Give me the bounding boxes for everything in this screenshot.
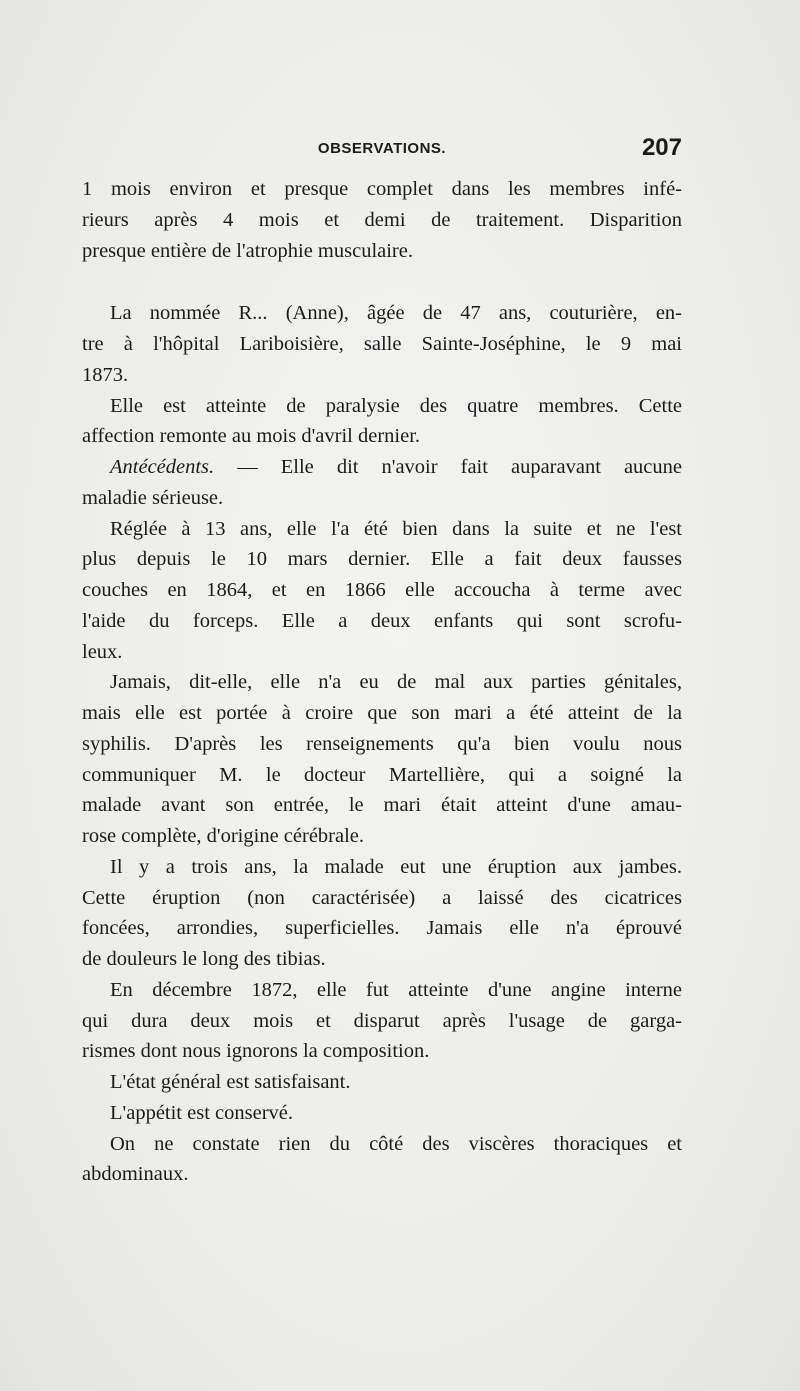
section-heading-antecedents: Antécédents. (110, 456, 215, 478)
text-line: plus depuis le 10 mars dernier. Elle a fait deux fausses (82, 548, 682, 571)
paragraph-gap (82, 266, 682, 298)
running-head (82, 134, 682, 168)
text-line: Jamais, dit-elle, elle n'a eu de mal aux parties génitales, (110, 671, 682, 694)
text-line: affection remonte au mois d'avril dernier. (82, 425, 421, 448)
text-line: rismes dont nous ignorons la composition. (82, 1040, 430, 1063)
text-line: foncées, arrondies, superficielles. Jamais elle n'a éprouvé (82, 917, 682, 940)
text-line: rieurs après 4 mois et demi de traitement. Disparition (82, 208, 682, 231)
text-line: La nommée R... (Anne), âgée de 47 ans, couturière, en- (110, 302, 682, 325)
text-line: L'appétit est conservé. (110, 1101, 293, 1124)
text-line: leux. (82, 640, 123, 663)
text-line (82, 452, 682, 483)
text-line: tre à l'hôpital Lariboisière, salle Sainte-Joséphine, le 9 mai (82, 333, 682, 355)
text-line: Réglée à 13 ans, elle l'a été bien dans la suite et ne l'est (110, 517, 682, 540)
text-line: qui dura deux mois et disparut après l'usage de garga- (82, 1009, 682, 1032)
text-line: maladie sérieuse. (82, 486, 224, 509)
text-line: Il y a trois ans, la malade eut une éruption aux jambes. (110, 855, 682, 878)
text-line: Cette éruption (non caractérisée) a laissé des cicatrices (82, 886, 682, 909)
text-line: En décembre 1872, elle fut atteinte d'une angine interne (110, 978, 682, 1001)
text-line: abdominaux. (82, 1163, 189, 1186)
body-text (82, 174, 682, 1190)
text-line: de douleurs le long des tibias. (82, 948, 326, 970)
running-title: OBSERVATIONS. (317, 140, 447, 157)
text-line: malade avant son entrée, le mari était atteint d'une amau- (82, 794, 682, 817)
text-line: L'état général est satisfaisant. (110, 1071, 351, 1093)
text-line: rose complète, d'origine cérébrale. (82, 825, 365, 847)
text-line: mais elle est portée à croire que son mari a été atteint de la (82, 702, 682, 724)
text-line: communiquer M. le docteur Martellière, qui a soigné la (82, 763, 682, 786)
text-line: On ne constate rien du côté des viscères thoraciques et (110, 1132, 682, 1155)
text-line: presque entière de l'atrophie musculaire. (82, 239, 413, 262)
text-line: couches en 1864, et en 1866 elle accoucha à terme avec (82, 579, 682, 601)
text-line: l'aide du forceps. Elle a deux enfants qui sont scrofu- (82, 609, 682, 632)
text-line: Elle est atteinte de paralysie des quatre membres. Cette (110, 394, 682, 417)
page-number: 207 (641, 134, 682, 161)
text-line: syphilis. D'après les renseignements qu'a bien voulu nous (82, 732, 682, 755)
text-line: 1873. (82, 363, 129, 386)
text-span: — Elle dit n'avoir fait auparavant aucune (214, 456, 682, 478)
text-line: 1 mois environ et presque complet dans les membres infé- (82, 178, 682, 200)
